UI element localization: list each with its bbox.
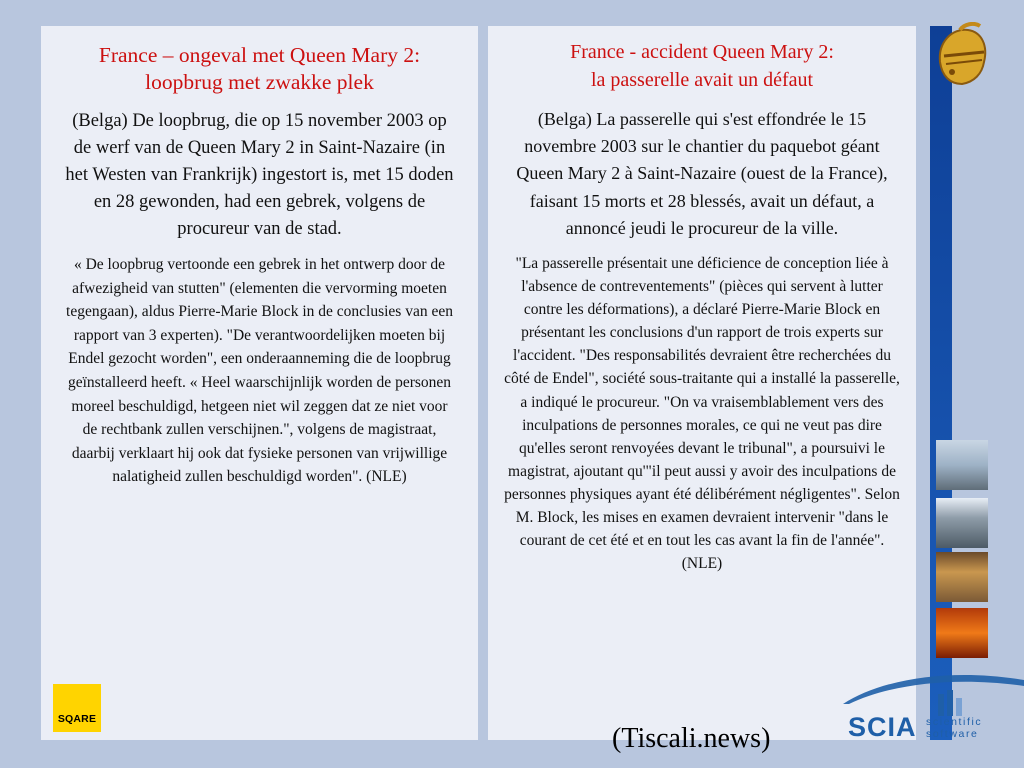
article-lead-dutch: (Belga) De loopbrug, die op 15 november 2003 op de werf van de Queen Mary 2 in Saint-Nazaire (in het Westen van Frankrijk) ingestort is, met 15 doden en 28 gewonden, had een gebrek, volgens de procureur van de stad. (65, 111, 454, 239)
scia-logo-text: SCIA (848, 712, 917, 742)
article-title-french (502, 38, 902, 94)
title-line-2: loopbrug met zwakke plek (145, 70, 374, 94)
construction-photo-thumbnail (936, 498, 988, 548)
article-lead-french: (Belga) La passerelle qui s'est effondrée le 15 novembre 2003 sur le chantier du paquebot géant Queen Mary 2 à Saint-Nazaire (ouest de la France), faisant 15 morts et 28 blessés, avait un défaut, a annoncé jeudi le procureur de la ville. (516, 109, 888, 238)
title-line-1: France - accident Queen Mary 2: (570, 41, 834, 63)
article-title-dutch (63, 42, 456, 96)
scia-logo-icon (938, 690, 966, 716)
scia-logo-swoosh (843, 670, 1024, 704)
sqare-logo-icon (53, 684, 101, 732)
article-body-french: "La passerelle présentait une déficience de conception liée à l'absence de contreventements" (pièces qui servent à lutter contre les déformations), a déclaré Pierre-Marie Block en présentant les conclusions d'un rapport de trois experts sur l'accident. "Des responsabilités devraient être recherchées du côté de Endel", société sous-traitante qui a installé la passerelle, a indiqué le procureur. "On va vraisemblablement vers des inculpations de personnes morales, ce qui ne veut pas dire qu'elles seront renvoyées devant le tribunal", a poursuivi le magistrat, ajoutant qu'"il peut aussi y avoir des inculpations de personnes physiques ayant été délibérément négligentes". Selon M. Block, les mises en examen devraient intervenir "dans le courant de cet été et en tout les cas avant la fin de l'année". (NLE) (504, 255, 900, 573)
sqare-logo-text: SQARE (57, 713, 97, 725)
scia-subtitle-line-2: software (926, 728, 979, 740)
article-french (488, 26, 916, 740)
title-line-1: France – ongeval met Queen Mary 2: (98, 43, 421, 67)
scaffolding-photo-thumbnail (936, 552, 988, 602)
shipyard-photo-thumbnail (936, 440, 988, 490)
steel-work-photo-thumbnail (936, 608, 988, 658)
knight-helmet-icon (930, 22, 992, 90)
article-body-dutch: « De loopbrug vertoonde een gebrek in het ontwerp door de afwezigheid van stutten" (elementen die vervorming moeten tegengaan), aldus Pierre-Marie Block in de conclusies van een rapport van 3 experten). "De verantwoordelijken moeten bij Endel gezocht worden", een onderaanneming die de loopbrug geïnstalleerd heeft. « Heel waarschijnlijk worden de personen moreel beschuldigd, hetgeen niet wil zeggen dat ze niet voor de rechtbank zullen verschijnen.", volgens de magistraat, daarbij verklaart hij ook dat fysieke personen van vrijwillige nalatigheid zullen beschuldigd worden". (NLE) (66, 256, 453, 486)
article-dutch (41, 26, 478, 740)
source-credit: (Tiscali.news) (612, 723, 771, 754)
scia-subtitle-line-1: scientific (926, 716, 983, 728)
title-line-2: la passerelle avait un défaut (590, 69, 814, 91)
scia-logo-subtitle (926, 716, 982, 740)
